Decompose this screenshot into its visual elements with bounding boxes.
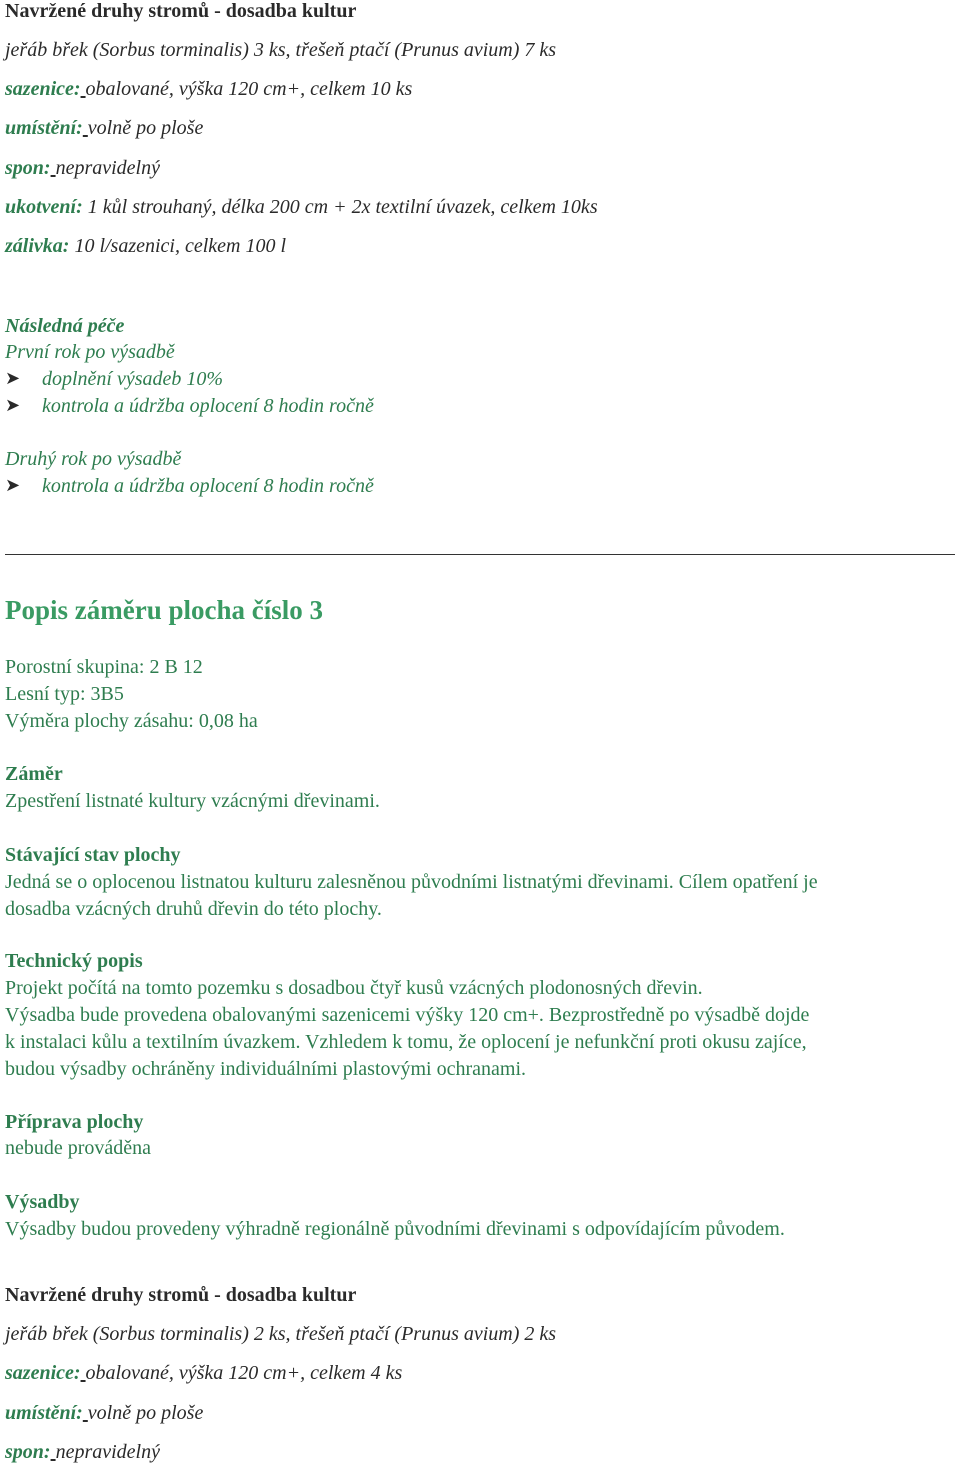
aftercare-year1-item: kontrola a údržba oplocení 8 hodin ročně [42,395,374,417]
section-divider [5,554,955,555]
technical-line: Projekt počítá na tomto pozemku s dosadbou čtyř kusů vzácných plodonosných dřevin. [5,977,703,999]
current-state-line: Jedná se o oplocenou listnatou kulturu zalesněnou původními listnatými dřevinami. Cílem opatření je [5,871,818,893]
species-list: jeřáb břek (Sorbus torminalis) 2 ks, třešeň ptačí (Prunus avium) 2 ks [5,1323,557,1345]
anchoring-value: 1 kůl strouhaný, délka 200 cm + 2x textilní úvazek, celkem 10ks [82,196,598,218]
technical-heading: Technický popis [5,950,143,972]
seedlings-value: obalované, výška 120 cm+, celkem 4 ks [85,1362,403,1384]
intent-heading: Záměr [5,763,63,785]
placement-label: umístění: [5,1402,83,1424]
watering-line [5,236,286,256]
arrowhead-bullet-icon: ➤ [5,368,21,388]
plot-area: Výměra plochy zásahu: 0,08 ha [5,710,258,732]
planting-heading: Výsadby [5,1191,80,1213]
species-heading: Navržené druhy stromů - dosadba kultur [5,1284,357,1306]
anchoring-label: ukotvení: [5,196,83,218]
arrowhead-bullet-icon: ➤ [5,395,21,415]
watering-value: 10 l/sazenici, celkem 100 l [69,235,287,257]
placement-value: volně po ploše [87,117,204,139]
current-state-heading: Stávající stav plochy [5,844,181,866]
seedlings-line [5,1363,402,1383]
aftercare-year2-item: kontrola a údržba oplocení 8 hodin ročně [42,475,374,497]
anchoring-line [5,197,598,217]
spacing-line [5,1442,160,1462]
aftercare-year1-item: doplnění výsadeb 10% [42,368,224,390]
species-list: jeřáb břek (Sorbus torminalis) 3 ks, třešeň ptačí (Prunus avium) 7 ks [5,39,557,61]
seedlings-label: sazenice: [5,1362,81,1384]
placement-line [5,118,203,138]
watering-label: zálivka: [5,235,70,257]
placement-label: umístění: [5,117,83,139]
preparation-heading: Příprava plochy [5,1111,144,1133]
intent-text: Zpestření listnaté kultury vzácnými dřevinami. [5,790,380,812]
spacing-value: nepravidelný [55,1441,160,1463]
current-state-line: dosadba vzácných druhů dřevin do této plochy. [5,898,382,920]
technical-line: budou výsadby ochráněny individuálními plastovými ochranami. [5,1058,527,1080]
seedlings-value: obalované, výška 120 cm+, celkem 10 ks [85,78,413,100]
arrowhead-bullet-icon: ➤ [5,475,21,495]
placement-value: volně po ploše [87,1402,204,1424]
aftercare-heading: Následná péče [5,315,125,337]
preparation-text: nebude prováděna [5,1137,152,1159]
spacing-label: spon: [5,1441,51,1463]
aftercare-year2-title: Druhý rok po výsadbě [5,448,182,470]
planting-text: Výsadby budou provedeny výhradně regionálně původními dřevinami s odpovídajícím původem. [5,1218,785,1240]
spacing-label: spon: [5,157,51,179]
technical-line: Výsadba bude provedena obalovanými sazenicemi výšky 120 cm+. Bezprostředně po výsadbě dojde [5,1004,810,1026]
stand-group: Porostní skupina: 2 B 12 [5,656,203,678]
forest-type: Lesní typ: 3B5 [5,683,124,705]
species-heading: Navržené druhy stromů - dosadba kultur [5,0,357,22]
placement-line [5,1403,203,1423]
seedlings-line [5,79,412,99]
technical-line: k instalaci kůlu a textilním úvazkem. Vzhledem k tomu, že oplocení je nefunkční proti okusu zajíce, [5,1031,807,1053]
spacing-value: nepravidelný [55,157,160,179]
seedlings-label: sazenice: [5,78,81,100]
spacing-line [5,158,160,178]
aftercare-year1-title: První rok po výsadbě [5,341,175,363]
plot-title: Popis záměru plocha číslo 3 [5,595,323,625]
